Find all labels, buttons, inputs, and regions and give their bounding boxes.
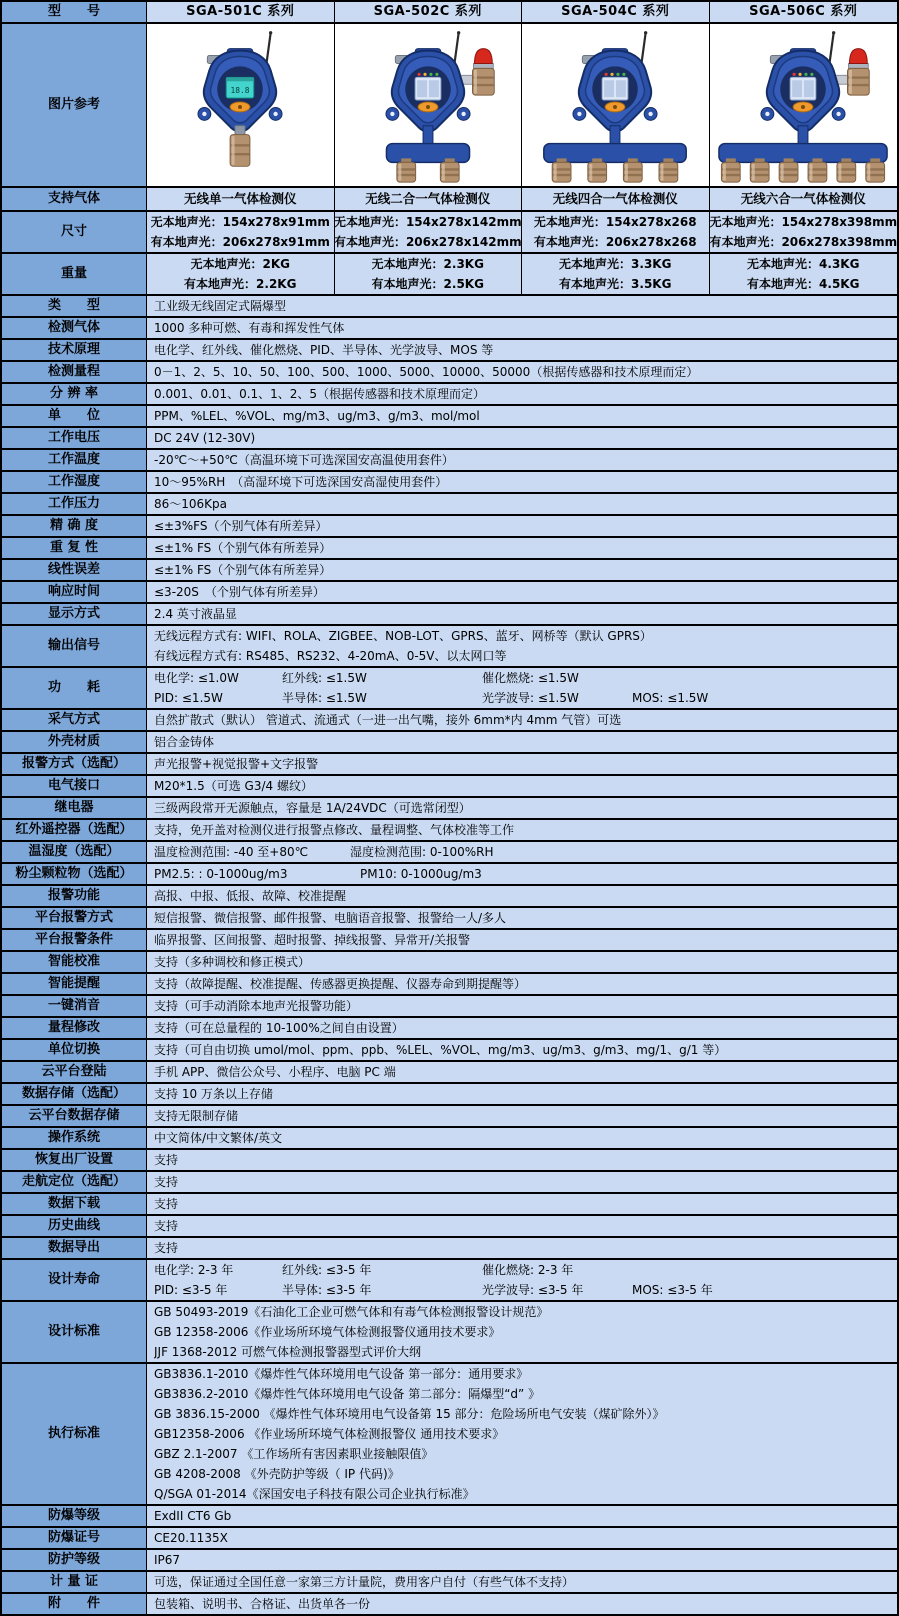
table-row <box>2 798 897 820</box>
table-row <box>2 604 897 626</box>
row-value <box>147 582 897 602</box>
spec-segment: 半导体: ≤1.5W <box>282 691 367 705</box>
row-value <box>147 1128 897 1148</box>
spec-rows <box>2 296 897 1614</box>
spec-line: GB 50493-2019《石油化工企业可燃气体和有毒气体检测报警设计规范》 <box>154 1305 549 1319</box>
dimension-line: 有本地声光：206x278x268 <box>533 235 697 249</box>
table-row <box>2 1084 897 1106</box>
row-label: 分 辨 率 <box>2 384 147 404</box>
spec-line <box>154 864 893 884</box>
row-label: 检测量程 <box>2 362 147 382</box>
row-value <box>147 1302 897 1362</box>
spec-segment: 催化燃烧: 2-3 年 <box>482 1263 574 1277</box>
spec-line: 支持（多种调校和修正模式） <box>154 955 311 969</box>
spec-line: GB3836.1-2010《爆炸性气体环境用电气设备 第一部分：通用要求》 <box>154 1367 529 1381</box>
table-row <box>2 472 897 494</box>
spec-segment: PID: ≤1.5W <box>154 691 223 705</box>
spec-line: 支持（可自由切换 umol/mol、ppm、ppb、%LEL、%VOL、mg/m3、ug/m3、g/m3、mg/1、g/1 等） <box>154 1043 727 1057</box>
spec-line: 0－1、2、5、10、50、100、500、1000、5000、10000、50000（根据传感器和技术原理而定） <box>154 365 699 379</box>
row-label: 输出信号 <box>2 626 147 666</box>
spec-line: IP67 <box>154 1553 181 1567</box>
row-value <box>147 1550 897 1570</box>
row-value <box>147 974 897 994</box>
row-label: 数据存储（选配） <box>2 1084 147 1104</box>
table-row <box>2 428 897 450</box>
product-image-sga-501c <box>147 24 335 186</box>
row-label: 类 型 <box>2 296 147 316</box>
header-model-sga-504c: SGA-504C 系列 <box>522 2 710 22</box>
spec-line <box>154 1280 893 1300</box>
table-row <box>2 362 897 384</box>
row-value <box>147 1106 897 1126</box>
table-row <box>2 1172 897 1194</box>
spec-line: 86～106Kpa <box>154 497 228 511</box>
row-label: 数据导出 <box>2 1238 147 1258</box>
spec-line: 2.4 英寸液晶显 <box>154 607 237 621</box>
product-image-sga-506c <box>710 24 898 186</box>
row-value <box>147 516 897 536</box>
row-value <box>147 406 897 426</box>
spec-line: 手机 APP、微信公众号、小程序、电脑 PC 端 <box>154 1065 396 1079</box>
row-label: 云平台数据存储 <box>2 1106 147 1126</box>
row-label: 数据下载 <box>2 1194 147 1214</box>
dimension-line: 无本地声光：154x278x142mm <box>333 215 522 229</box>
row-label: 电气接口 <box>2 776 147 796</box>
row-value <box>147 668 897 708</box>
spec-line: GB 3836.15-2000 《爆炸性气体环境用电气设备第 15 部分：危险场所电气安装（煤矿除外）》 <box>154 1407 665 1421</box>
row-value <box>147 952 897 972</box>
spec-segment: 红外线: ≤1.5W <box>282 671 367 685</box>
table-row <box>2 1150 897 1172</box>
dimensions-cell <box>335 212 523 252</box>
table-row <box>2 406 897 428</box>
row-label: 检测气体 <box>2 318 147 338</box>
row-label: 温湿度（选配） <box>2 842 147 862</box>
table-row <box>2 1260 897 1302</box>
spec-segment: PID: ≤3-5 年 <box>154 1283 228 1297</box>
row-value <box>147 1172 897 1192</box>
table-row <box>2 516 897 538</box>
row-label: 工作电压 <box>2 428 147 448</box>
product-image-sga-504c <box>522 24 710 186</box>
weight-cell <box>710 254 898 294</box>
spec-line: 短信报警、微信报警、邮件报警、电脑语音报警、报警给一人/多人 <box>154 911 507 925</box>
supported-gas-row <box>2 188 897 212</box>
spec-line: GB3836.2-2010《爆炸性气体环境用电气设备 第二部分：隔爆型“d” 》 <box>154 1387 541 1401</box>
image-row-label: 图片参考 <box>2 24 147 186</box>
spec-line: 包装箱、说明书、合格证、出货单各一份 <box>154 1597 371 1611</box>
header-model-sga-506c: SGA-506C 系列 <box>710 2 898 22</box>
spec-line <box>154 1260 893 1280</box>
spec-line: GB 12358-2006《作业场所环境气体检测报警仪通用技术要求》 <box>154 1325 501 1339</box>
spec-segment: 光学波导: ≤3-5 年 <box>482 1283 584 1297</box>
row-value <box>147 472 897 492</box>
spec-line: M20*1.5（可选 G3/4 螺纹） <box>154 779 313 793</box>
row-label: 工作湿度 <box>2 472 147 492</box>
table-row <box>2 318 897 340</box>
dimensions-cell <box>147 212 335 252</box>
table-row <box>2 1040 897 1062</box>
row-label: 平台报警方式 <box>2 908 147 928</box>
table-row <box>2 996 897 1018</box>
weight-label: 重量 <box>2 254 147 294</box>
table-row <box>2 1238 897 1260</box>
table-row <box>2 340 897 362</box>
spec-line: 支持（可手动消除本地声光报警功能） <box>154 999 359 1013</box>
table-row <box>2 1550 897 1572</box>
weight-cell <box>522 254 710 294</box>
spec-line: 声光报警+视觉报警+文字报警 <box>154 757 319 771</box>
spec-line: ExdII CT6 Gb <box>154 1509 232 1523</box>
spec-segment: 电化学: ≤1.0W <box>154 671 239 685</box>
spec-line: ≤±3%FS（个别气体有所差异） <box>154 519 328 533</box>
table-row <box>2 710 897 732</box>
spec-line: ≤3-20S （个别气体有所差异） <box>154 585 325 599</box>
dimension-line: 无本地声光：154x278x268 <box>533 215 697 229</box>
row-value <box>147 1062 897 1082</box>
supported-gas-cell: 无线二合一气体检测仪 <box>335 188 523 210</box>
dimensions-row <box>2 212 897 254</box>
row-label: 设计寿命 <box>2 1260 147 1300</box>
row-value <box>147 1594 897 1614</box>
table-row <box>2 626 897 668</box>
row-value <box>147 1238 897 1258</box>
spec-line: 支持，免开盖对检测仪进行报警点修改、量程调整、气体校准等工作 <box>154 823 515 837</box>
table-row <box>2 1528 897 1550</box>
spec-line: 可选，保证通过全国任意一家第三方计量院，费用客户自付（有些气体不支持） <box>154 1575 575 1589</box>
supported-gas-label: 支持气体 <box>2 188 147 210</box>
table-row <box>2 930 897 952</box>
row-label: 执行标准 <box>2 1364 147 1504</box>
row-label: 量程修改 <box>2 1018 147 1038</box>
row-label: 报警方式（选配） <box>2 754 147 774</box>
spec-segment: 红外线: ≤3-5 年 <box>282 1263 372 1277</box>
spec-segment: PM10: 0-1000ug/m3 <box>360 867 482 881</box>
table-row <box>2 384 897 406</box>
row-value <box>147 1260 897 1300</box>
table-row <box>2 1106 897 1128</box>
weight-cell <box>147 254 335 294</box>
row-label: 响应时间 <box>2 582 147 602</box>
table-row <box>2 1364 897 1506</box>
row-label: 走航定位（选配） <box>2 1172 147 1192</box>
row-label: 单 位 <box>2 406 147 426</box>
weight-line: 无本地声光：3.3KG <box>559 257 672 271</box>
row-label: 计 量 证 <box>2 1572 147 1592</box>
dimension-line: 无本地声光：154x278x91mm <box>150 215 330 229</box>
product-image-sga-502c <box>335 24 523 186</box>
table-row <box>2 864 897 886</box>
weight-cell <box>335 254 523 294</box>
spec-line: 电化学、红外线、催化燃烧、PID、半导体、光学波导、MOS 等 <box>154 343 494 357</box>
table-row <box>2 754 897 776</box>
row-value <box>147 362 897 382</box>
spec-line: GBZ 2.1-2007 《工作场所有害因素职业接触限值》 <box>154 1447 434 1461</box>
row-label: 显示方式 <box>2 604 147 624</box>
row-value <box>147 1084 897 1104</box>
spec-line: 支持（故障提醒、校准提醒、传感器更换提醒、仪器寿命到期提醒等） <box>154 977 527 991</box>
row-value <box>147 754 897 774</box>
table-row <box>2 1506 897 1528</box>
spec-line: -20℃～+50℃（高温环境下可选深国安高温使用套件） <box>154 453 454 467</box>
row-value <box>147 450 897 470</box>
spec-line: DC 24V (12-30V) <box>154 431 256 445</box>
spec-line: CE20.1135X <box>154 1531 228 1545</box>
row-value <box>147 1364 897 1504</box>
row-value <box>147 538 897 558</box>
spec-line: JJF 1368-2012 可燃气体检测报警器型式评价大纲 <box>154 1345 422 1359</box>
weight-line: 无本地声光：4.3KG <box>747 257 860 271</box>
row-label: 工作温度 <box>2 450 147 470</box>
row-label: 智能校准 <box>2 952 147 972</box>
spec-segment: PM2.5: : 0-1000ug/m3 <box>154 867 288 881</box>
row-value <box>147 842 897 862</box>
table-row <box>2 1018 897 1040</box>
row-value <box>147 1506 897 1526</box>
table-row <box>2 1594 897 1614</box>
table-row <box>2 582 897 604</box>
header-model-sga-501c: SGA-501C 系列 <box>147 2 335 22</box>
row-label: 粉尘颗粒物（选配） <box>2 864 147 884</box>
image-reference-row <box>2 24 897 188</box>
table-row <box>2 886 897 908</box>
row-value <box>147 908 897 928</box>
table-row <box>2 776 897 798</box>
dimensions-cell <box>522 212 710 252</box>
spec-segment: 湿度检测范围: 0-100%RH <box>350 845 494 859</box>
row-value <box>147 798 897 818</box>
row-value <box>147 428 897 448</box>
row-label: 重 复 性 <box>2 538 147 558</box>
row-value <box>147 776 897 796</box>
row-label: 操作系统 <box>2 1128 147 1148</box>
row-label: 设计标准 <box>2 1302 147 1362</box>
table-row <box>2 820 897 842</box>
row-value <box>147 1572 897 1592</box>
spec-line: 支持 <box>154 1241 179 1255</box>
row-label: 精 确 度 <box>2 516 147 536</box>
row-label: 防护等级 <box>2 1550 147 1570</box>
spec-segment: MOS: ≤1.5W <box>632 691 709 705</box>
row-value <box>147 560 897 580</box>
table-row <box>2 1216 897 1238</box>
row-value <box>147 384 897 404</box>
weight-line: 有本地声光：2.2KG <box>184 277 297 291</box>
spec-line: 自然扩散式（默认） 管道式、流通式（一进一出气嘴，接外 6mm*内 4mm 气管）可选 <box>154 713 622 727</box>
row-label: 防爆等级 <box>2 1506 147 1526</box>
spec-line: 支持 <box>154 1197 179 1211</box>
row-label: 附 件 <box>2 1594 147 1614</box>
row-label: 技术原理 <box>2 340 147 360</box>
weight-line: 无本地声光：2KG <box>190 257 290 271</box>
row-label: 继电器 <box>2 798 147 818</box>
row-label: 恢复出厂设置 <box>2 1150 147 1170</box>
table-row <box>2 450 897 472</box>
table-row <box>2 1302 897 1364</box>
row-value <box>147 318 897 338</box>
spec-line: 支持 <box>154 1219 179 1233</box>
spec-line: PPM、%LEL、%VOL、mg/m3、ug/m3、g/m3、mol/mol <box>154 409 480 423</box>
dimension-line: 有本地声光：206x278x142mm <box>333 235 522 249</box>
header-model-sga-502c: SGA-502C 系列 <box>335 2 523 22</box>
table-row <box>2 1128 897 1150</box>
row-label: 平台报警条件 <box>2 930 147 950</box>
row-value <box>147 1194 897 1214</box>
weight-line: 有本地声光：4.5KG <box>747 277 860 291</box>
spec-line: ≤±1% FS（个别气体有所差异） <box>154 563 332 577</box>
dimension-line: 有本地声光：206x278x91mm <box>150 235 330 249</box>
row-value <box>147 820 897 840</box>
spec-segment: 电化学: 2-3 年 <box>154 1263 234 1277</box>
spec-line: 支持 10 万条以上存储 <box>154 1087 273 1101</box>
row-label: 一键消音 <box>2 996 147 1016</box>
row-value <box>147 710 897 730</box>
row-label: 防爆证号 <box>2 1528 147 1548</box>
row-label: 红外遥控器（选配） <box>2 820 147 840</box>
row-label: 线性误差 <box>2 560 147 580</box>
table-row <box>2 974 897 996</box>
spec-line: 1000 多种可燃、有毒和挥发性气体 <box>154 321 345 335</box>
row-value <box>147 930 897 950</box>
spec-line: GB 4208-2008 《外壳防护等级（ IP 代码)》 <box>154 1467 400 1481</box>
spec-line: Q/SGA 01-2014《深国安电子科技有限公司企业执行标准》 <box>154 1487 475 1501</box>
row-label: 功 耗 <box>2 668 147 708</box>
row-value <box>147 1018 897 1038</box>
spec-line: 支持（可在总量程的 10-100%之间自由设置） <box>154 1021 404 1035</box>
spec-line <box>154 842 893 862</box>
table-row <box>2 1572 897 1594</box>
row-label: 采气方式 <box>2 710 147 730</box>
spec-line: 高报、中报、低报、故障、校准提醒 <box>154 889 347 903</box>
row-value <box>147 296 897 316</box>
supported-gas-cell: 无线四合一气体检测仪 <box>522 188 710 210</box>
weight-line: 无本地声光：2.3KG <box>371 257 484 271</box>
row-label: 历史曲线 <box>2 1216 147 1236</box>
row-value <box>147 494 897 514</box>
svg-text:18.8: 18.8 <box>230 86 250 96</box>
header-model-label: 型 号 <box>2 2 147 22</box>
spec-line: ≤±1% FS（个别气体有所差异） <box>154 541 332 555</box>
spec-line <box>154 688 893 708</box>
row-label: 工作压力 <box>2 494 147 514</box>
dimension-line: 有本地声光：206x278x398mm <box>709 235 898 249</box>
spec-line: 支持 <box>154 1175 179 1189</box>
supported-gas-cell: 无线六合一气体检测仪 <box>710 188 898 210</box>
dimension-line: 无本地声光：154x278x398mm <box>709 215 898 229</box>
row-label: 单位切换 <box>2 1040 147 1060</box>
table-row <box>2 842 897 864</box>
spec-segment: 光学波导: ≤1.5W <box>482 691 579 705</box>
weight-line: 有本地声光：3.5KG <box>559 277 672 291</box>
spec-line: 三级两段常开无源触点，容量是 1A/24VDC（可选常闭型） <box>154 801 471 815</box>
row-label: 外壳材质 <box>2 732 147 752</box>
spec-line: 10～95%RH （高湿环境下可选深国安高湿使用套件） <box>154 475 448 489</box>
row-value <box>147 886 897 906</box>
row-value <box>147 732 897 752</box>
table-row <box>2 1194 897 1216</box>
spec-segment: 温度检测范围: -40 至+80℃ <box>154 845 309 859</box>
spec-line: GB12358-2006 《作业场所环境气体检测报警仪 通用技术要求》 <box>154 1427 505 1441</box>
spec-line: 0.001、0.01、0.1、1、2、5（根据传感器和技术原理而定） <box>154 387 486 401</box>
table-row <box>2 908 897 930</box>
table-row <box>2 732 897 754</box>
row-value <box>147 864 897 884</box>
table-row <box>2 538 897 560</box>
table-row <box>2 560 897 582</box>
row-value <box>147 996 897 1016</box>
row-value <box>147 626 897 666</box>
spec-segment: 催化燃烧: ≤1.5W <box>482 671 579 685</box>
row-value <box>147 1528 897 1548</box>
row-value <box>147 604 897 624</box>
spec-line: 中文简体/中文繁体/英文 <box>154 1131 283 1145</box>
spec-line: 支持 <box>154 1153 179 1167</box>
row-value <box>147 1216 897 1236</box>
table-row <box>2 296 897 318</box>
spec-line: 临界报警、区间报警、超时报警、掉线报警、异常开/关报警 <box>154 933 471 947</box>
table-row <box>2 494 897 516</box>
spec-line <box>154 668 893 688</box>
weight-row <box>2 254 897 296</box>
spec-segment: MOS: ≤3-5 年 <box>632 1283 713 1297</box>
table-row <box>2 952 897 974</box>
table-row <box>2 668 897 710</box>
row-value <box>147 1040 897 1060</box>
table-row <box>2 1062 897 1084</box>
spec-line: 铝合金铸体 <box>154 735 215 749</box>
spec-line: 工业级无线固定式隔爆型 <box>154 299 287 313</box>
row-label: 云平台登陆 <box>2 1062 147 1082</box>
dimensions-cell <box>710 212 898 252</box>
row-value <box>147 1150 897 1170</box>
spec-line: 支持无限制存储 <box>154 1109 239 1123</box>
dimensions-label: 尺寸 <box>2 212 147 252</box>
spec-line: 有线远程方式有: RS485、RS232、4-20mA、0-5V、以太网口等 <box>154 649 507 663</box>
supported-gas-cell: 无线单一气体检测仪 <box>147 188 335 210</box>
row-label: 报警功能 <box>2 886 147 906</box>
row-label: 智能提醒 <box>2 974 147 994</box>
row-value <box>147 340 897 360</box>
weight-line: 有本地声光：2.5KG <box>371 277 484 291</box>
table-header-row <box>2 2 897 24</box>
spec-segment: 半导体: ≤3-5 年 <box>282 1283 372 1297</box>
spec-line: 无线远程方式有: WIFI、ROLA、ZIGBEE、NOB-LOT、GPRS、蓝牙、网桥等（默认 GPRS） <box>154 629 652 643</box>
